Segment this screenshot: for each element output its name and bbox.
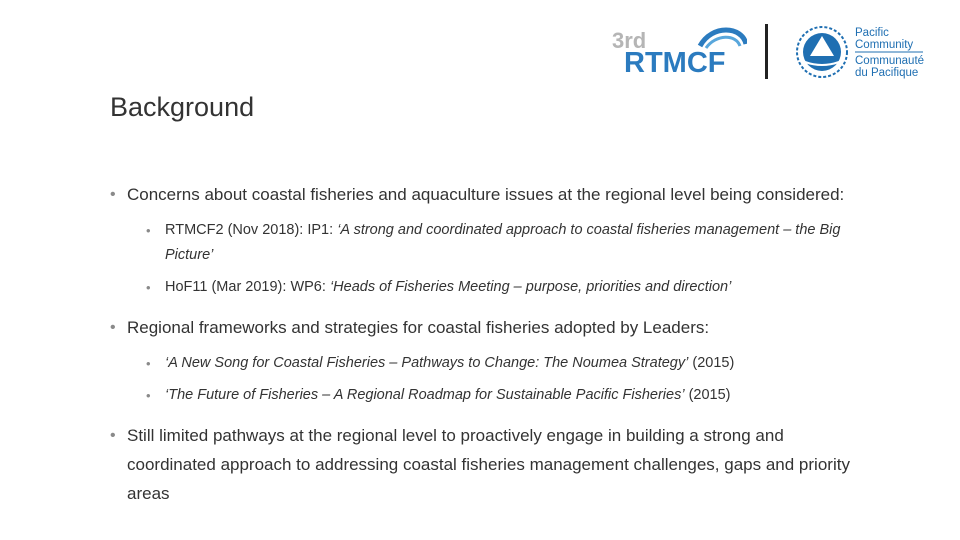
bullet-text: Regional frameworks and strategies for coastal fisheries adopted by Leaders: — [127, 318, 710, 337]
sub-bullet-prefix: HoF11 (Mar 2019): WP6: — [165, 279, 330, 295]
pc-line2: Community — [855, 39, 914, 51]
bullet-item — [110, 180, 870, 209]
bullet-text: Still limited pathways at the regional level to proactively engage in building a strong and coordinated approach to addressing coastal fisheries management challenges, gaps and priority areas — [127, 426, 850, 503]
bullet-item — [110, 421, 870, 508]
rtmcf-ordinal: 3rd — [612, 28, 647, 53]
bullet-item — [110, 313, 870, 342]
sub-bullet-prefix: RTMCF2 (Nov 2018): IP1: — [165, 222, 338, 238]
rtmcf-text: RTMCF — [624, 47, 726, 79]
bullet-list — [110, 180, 870, 517]
bullet-dot-icon: • — [146, 388, 151, 403]
pc-line3: Communauté — [855, 55, 925, 67]
sub-bullet-item — [146, 218, 870, 268]
sub-bullet-item — [146, 351, 870, 376]
pc-line4: du Pacifique — [855, 67, 919, 79]
sub-bullet-item — [146, 383, 870, 408]
sub-bullet-suffix: (2015) — [688, 355, 735, 371]
pacific-community-emblem-icon — [797, 27, 847, 77]
bullet-dot-icon: • — [110, 319, 116, 336]
sub-bullet-suffix: (2015) — [684, 387, 731, 403]
bullet-dot-icon: • — [146, 356, 151, 371]
bullet-dot-icon: • — [110, 186, 116, 203]
bullet-text: Concerns about coastal fisheries and aquaculture issues at the regional level being considered: — [127, 185, 845, 204]
bullet-dot-icon: • — [110, 427, 116, 444]
sub-bullet-italic: ‘Heads of Fisheries Meeting – purpose, priorities and direction’ — [329, 279, 732, 295]
sub-bullet-item — [146, 275, 870, 300]
bullet-dot-icon: • — [146, 280, 151, 295]
pc-line1: Pacific — [855, 27, 889, 39]
sub-bullet-italic: ‘A New Song for Coastal Fisheries – Pathways to Change: The Noumea Strategy’ — [165, 355, 689, 371]
rtmcf-logo — [612, 24, 747, 80]
bullet-dot-icon: • — [146, 223, 151, 238]
sub-bullet-italic: ‘The Future of Fisheries – A Regional Roadmap for Sustainable Pacific Fisheries’ — [165, 387, 685, 403]
pacific-community-logo — [795, 22, 945, 82]
slide-title: Background — [110, 92, 255, 122]
sub-bullet-italic: ‘A strong and coordinated approach to coastal fisheries management – the Big Picture’ — [165, 222, 841, 263]
logo-divider — [765, 24, 768, 79]
